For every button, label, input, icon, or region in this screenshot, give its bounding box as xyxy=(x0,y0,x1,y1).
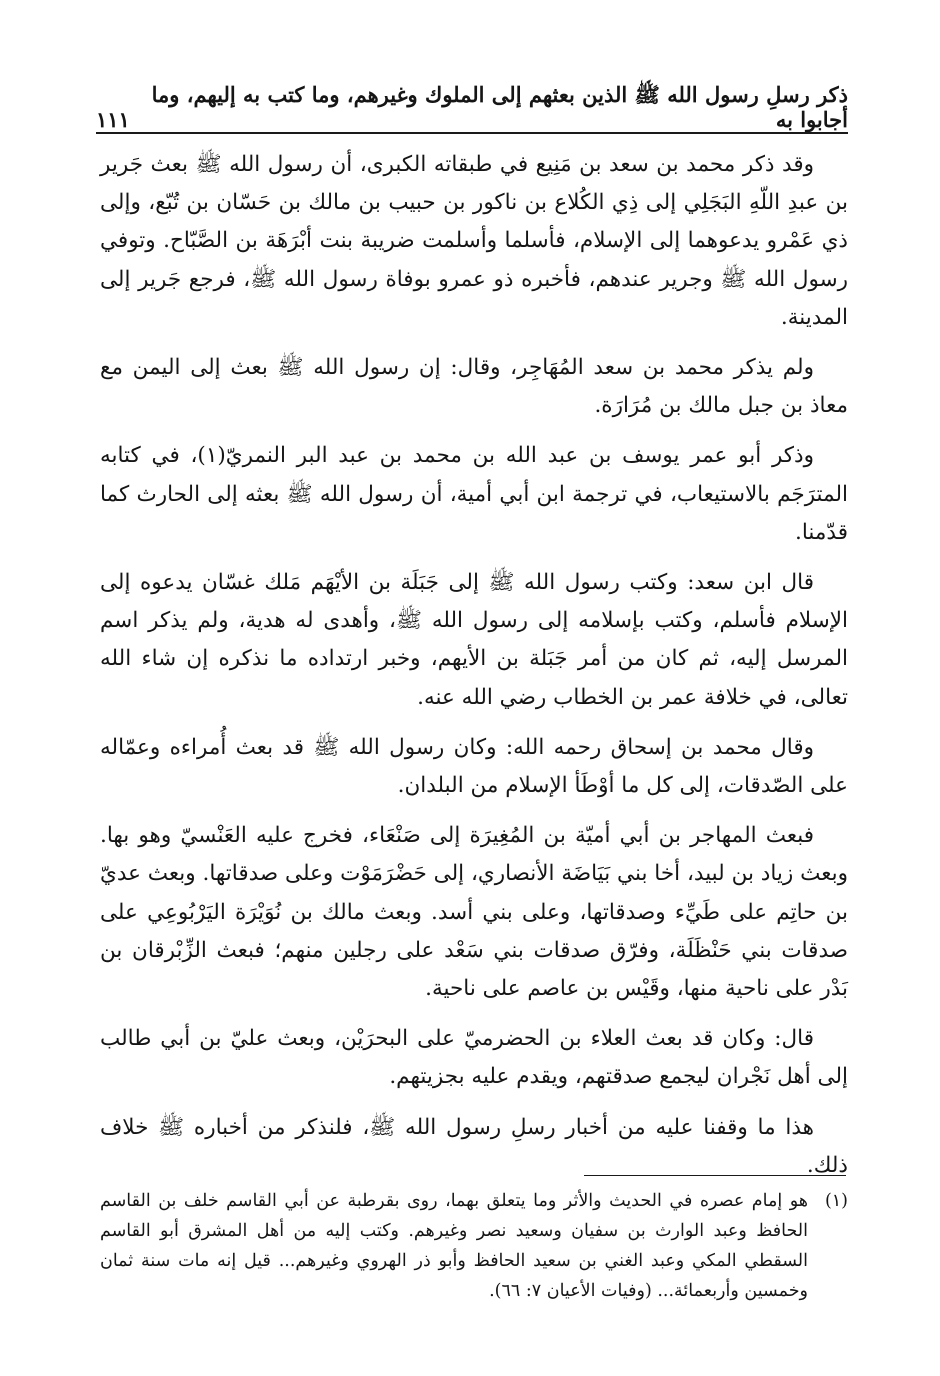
footnote xyxy=(100,1186,848,1306)
footnote-number: (١) xyxy=(824,1191,848,1211)
running-header-title: ذكر رسلِ رسول الله ﷺ الذين بعثهم إلى الملوك وغيرهم، وما كتب به إليهم، وما أجابوا به xyxy=(151,81,848,132)
paragraph: قال: وكان قد بعث العلاء بن الحضرميّ على البحرَيْن، وبعث عليّ بن أبي طالب إلى أهل نَجْران ليجمع صدقتهم، ويقدم عليه بجزيتهم. xyxy=(100,1026,848,1090)
running-header xyxy=(96,81,848,132)
paragraph: وقال محمد بن إسحاق رحمه الله: وكان رسول الله ﷺ قد بعث أُمراءه وعمّاله على الصّدقات، إلى كل ما أوْطَأ الإسلام من البلدان. xyxy=(100,734,848,799)
footnote-text: هو إمام عصره في الحديث والأثر وما يتعلق بهما، روى بقرطبة عن أبي القاسم خلف بن القاسم الحافظ وعبد الوارث بن سفيان وسعيد نصر وغيرهم. وكتب إليه من أهل المشرق أبو القاسم السقطي المكي وعبد الغني بن سعيد الحافظ وأبو ذر الهروي وغيرهم... قيل إنه مات سنة ثمان وخمسين وأربعمائة... (وفيات الأعيان ٧: ٦٦). xyxy=(100,1191,808,1301)
footnotes xyxy=(100,1186,848,1306)
footnote-divider xyxy=(584,1175,846,1176)
paragraph: قال ابن سعد: وكتب رسول الله ﷺ إلى جَبَلَة بن الأيْهَم مَلك غسّان يدعوه إلى الإسلام فأسلم، وكتب بإسلامه إلى رسول الله ﷺ، وأهدى له هدية، ولم يذكر اسم المرسل إليه، ثم كان من أمر جَبَلة بن الأيهم، وخبر ارتداده ما نذكره إن شاء الله تعالى، في خلافة عمر بن الخطاب رضي الله عنه. xyxy=(100,570,848,710)
main-text xyxy=(100,146,848,1197)
paragraph: وقد ذكر محمد بن سعد بن مَنِيع في طبقاته الكبرى، أن رسول الله ﷺ بعث جَرير بن عبدِ اللّهِ البَجَلِي إلى ذِي الكُلاع بن ناكور بن حبيب بن مالك بن حَسّان بن تُبّع، وإلى ذي عَمْرو يدعوهما إلى الإسلام، فأسلما وأسلمت ضريبة بنت أبْرَهَة بن الصَّبّاح. وتوفي رسول الله ﷺ وجرير عندهم، فأخبره ذو عمرو بوفاة رسول الله ﷺ، فرجع جَرير إلى المدينة. xyxy=(100,152,848,330)
page-number: ١١١ xyxy=(96,106,130,132)
header-divider xyxy=(96,132,848,134)
paragraph: ولم يذكر محمد بن سعد المُهَاجِر، وقال: إن رسول الله ﷺ بعث إلى اليمن مع معاذ بن جبل مالك بن مُرَارَة. xyxy=(100,355,848,419)
paragraph: هذا ما وقفنا عليه من أخبار رسلِ رسول الله ﷺ، فلنذكر من أخباره ﷺ خلاف ذلك. xyxy=(100,1114,848,1178)
paragraph: وذكر أبو عمر يوسف بن عبد الله بن محمد بن عبد البر النمريّ(١)، في كتابه المترَجَم بالاستيعاب، في ترجمة ابن أبي أمية، أن رسول الله ﷺ بعثه إلى الحارث كما قدّمنا. xyxy=(100,443,848,545)
paragraph: فبعث المهاجر بن أبي أميّة بن المُغِيرَة إلى صَنْعَاء، فخرج عليه العَنْسيّ وهو بها. وبعث زياد بن لبيد، أخا بني بَيَاضَة الأنصاري، إلى حَضْرَمَوْت وعلى صدقاتها. وبعث عديّ بن حاتِم على طَيِّء وصدقاتها، وعلى بني أسد. وبعث مالك بن نُوَيْرَة اليَرْبُوعِي على صدقات بني حَنْظَلَة، وفرّق صدقات بني سَعْد على رجلين منهم؛ فبعث الزِّبْرقان بن بَدْر على ناحية منها، وقَيْس بن عاصم على ناحية. xyxy=(100,823,848,1002)
